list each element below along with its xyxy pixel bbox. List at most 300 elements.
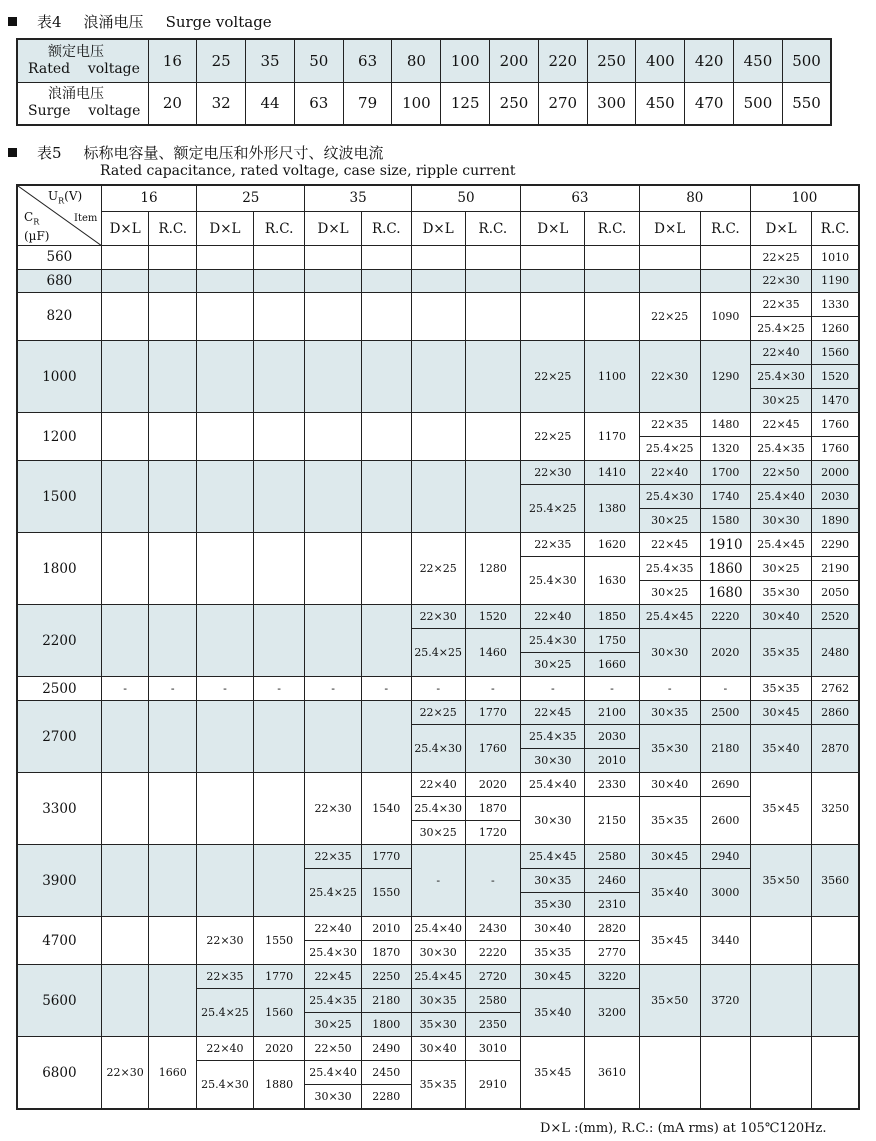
rated-voltage-cell: 220 — [538, 39, 587, 82]
rc-cell: 3560 — [812, 845, 859, 917]
dl-cell-empty — [101, 461, 149, 533]
rc-cell: 2220 — [465, 941, 521, 965]
dl-cell: 22×45 — [639, 533, 700, 557]
rc-cell-empty — [149, 701, 197, 773]
dl-cell: 35×35 — [411, 1061, 465, 1109]
rc-cell: 2580 — [465, 989, 521, 1013]
rc-cell: 2770 — [585, 941, 639, 965]
rc-column-header: R.C. — [465, 211, 521, 245]
rc-cell: 2500 — [700, 701, 750, 725]
rc-cell-empty — [812, 965, 859, 1037]
rc-cell: 1010 — [812, 246, 859, 269]
dl-cell: 25.4×30 — [521, 629, 585, 653]
rated-voltage-cell: 16 — [148, 39, 197, 82]
rc-cell: 1700 — [700, 461, 750, 485]
table5-title-en: Rated capacitance, rated voltage, case size, ripple current — [100, 163, 516, 179]
rated-voltage-row — [17, 39, 831, 82]
rc-cell: 1320 — [700, 437, 750, 461]
dl-cell: 25.4×25 — [411, 629, 465, 677]
rc-cell: 3200 — [585, 989, 639, 1037]
rc-cell-empty — [149, 605, 197, 677]
capacitance-value: 6800 — [17, 1037, 101, 1109]
dl-cell-empty — [197, 246, 254, 269]
capacitance-value: 820 — [17, 292, 101, 340]
bullet-square-icon — [8, 17, 17, 26]
surge-voltage-cell: 125 — [441, 82, 490, 125]
dl-cell: 25.4×30 — [197, 1061, 254, 1109]
dl-cell: - — [101, 677, 149, 701]
dl-cell: 25.4×25 — [750, 316, 811, 340]
dl-cell-empty — [197, 533, 254, 605]
capacitance-value: 2700 — [17, 701, 101, 773]
capacitance-row — [17, 269, 859, 292]
rc-cell-empty — [253, 845, 305, 917]
dl-cell: 30×30 — [411, 941, 465, 965]
table5-heading — [8, 142, 384, 163]
rc-cell-empty — [361, 292, 411, 340]
rc-cell: 1460 — [465, 629, 521, 677]
table4-title-en: Surge voltage — [165, 13, 272, 31]
capacitance-value: 5600 — [17, 965, 101, 1037]
rc-cell: 1260 — [812, 316, 859, 340]
dl-column-header: D×L — [305, 211, 361, 245]
header-item-row — [17, 211, 859, 245]
rc-column-header: R.C. — [149, 211, 197, 245]
rc-column-header: R.C. — [812, 211, 859, 245]
dl-cell-empty — [411, 413, 465, 461]
surge-voltage-cell: 79 — [343, 82, 392, 125]
rc-cell: 2000 — [812, 461, 859, 485]
rc-cell: 1740 — [700, 485, 750, 509]
dl-cell: 35×35 — [750, 677, 811, 701]
capacitance-value: 1000 — [17, 340, 101, 412]
rc-cell-empty — [700, 246, 750, 269]
rated-voltage-label: 额定电压 Rated voltage — [17, 39, 148, 82]
surge-voltage-label: 浪涌电压 Surge voltage — [17, 82, 148, 125]
rc-cell-empty — [149, 917, 197, 965]
capacitance-row — [17, 773, 859, 797]
capacitance-value: 4700 — [17, 917, 101, 965]
dl-cell-empty — [197, 269, 254, 292]
rc-cell-empty — [361, 413, 411, 461]
capacitance-row — [17, 845, 859, 869]
capacitance-row — [17, 340, 859, 364]
dl-cell: 25.4×45 — [639, 605, 700, 629]
dl-cell: 25.4×30 — [639, 485, 700, 509]
rc-cell: 1860 — [700, 557, 750, 581]
dl-cell-empty — [305, 701, 361, 773]
rc-cell: 3220 — [585, 965, 639, 989]
rc-cell: - — [253, 677, 305, 701]
rc-cell: 2910 — [465, 1061, 521, 1109]
rc-cell-empty — [253, 461, 305, 533]
rc-cell: - — [700, 677, 750, 701]
rc-cell-empty — [149, 269, 197, 292]
rc-cell: 2350 — [465, 1013, 521, 1037]
capacitance-row — [17, 292, 859, 316]
dl-cell: 35×30 — [639, 725, 700, 773]
dl-cell-empty — [101, 845, 149, 917]
rc-cell: 1100 — [585, 340, 639, 412]
dl-cell: 30×35 — [411, 989, 465, 1013]
rc-cell: 2480 — [812, 629, 859, 677]
dl-cell-empty — [101, 773, 149, 845]
dl-cell-empty — [197, 773, 254, 845]
rc-cell: 2860 — [812, 701, 859, 725]
rc-cell-empty — [585, 292, 639, 340]
rated-voltage-cell: 200 — [490, 39, 539, 82]
rc-cell: 1870 — [361, 941, 411, 965]
header-voltage-row — [17, 185, 859, 211]
capacitance-value: 3300 — [17, 773, 101, 845]
dl-column-header: D×L — [197, 211, 254, 245]
rc-cell-empty — [465, 340, 521, 412]
rc-cell-empty — [253, 340, 305, 412]
dl-cell: 35×40 — [750, 725, 811, 773]
surge-voltage-cell: 470 — [685, 82, 734, 125]
rc-cell-empty — [361, 533, 411, 605]
dl-cell-empty — [197, 701, 254, 773]
rc-cell-empty — [361, 269, 411, 292]
dl-cell: - — [197, 677, 254, 701]
rc-cell-empty — [253, 605, 305, 677]
dl-cell: 35×45 — [639, 917, 700, 965]
rated-voltage-cell: 100 — [441, 39, 490, 82]
dl-cell-empty — [197, 605, 254, 677]
rc-cell: 2940 — [700, 845, 750, 869]
rc-cell-empty — [149, 773, 197, 845]
rated-voltage-cell: 500 — [782, 39, 831, 82]
rc-cell: 2250 — [361, 965, 411, 989]
rc-cell: 1380 — [585, 485, 639, 533]
rc-cell-empty — [149, 292, 197, 340]
dl-cell-empty — [101, 605, 149, 677]
dl-cell: 35×45 — [521, 1037, 585, 1109]
dl-cell: - — [639, 677, 700, 701]
dl-cell: 22×25 — [521, 413, 585, 461]
dl-cell: 35×50 — [639, 965, 700, 1037]
rc-cell-empty — [149, 461, 197, 533]
dl-cell: 30×30 — [521, 797, 585, 845]
dl-cell-empty — [305, 605, 361, 677]
dl-cell-empty — [197, 292, 254, 340]
dl-cell: 22×40 — [639, 461, 700, 485]
dl-cell: 30×45 — [521, 965, 585, 989]
rc-cell-empty — [361, 605, 411, 677]
dl-cell: 25.4×35 — [521, 725, 585, 749]
dl-cell: 22×25 — [411, 701, 465, 725]
rated-voltage-cell: 450 — [734, 39, 783, 82]
rc-cell-empty — [253, 773, 305, 845]
rc-cell: 1190 — [812, 269, 859, 292]
dl-cell-empty — [411, 246, 465, 269]
voltage-header-63: 63 — [521, 185, 639, 211]
rc-cell: 2870 — [812, 725, 859, 773]
dl-cell-empty — [101, 701, 149, 773]
rc-cell: 1480 — [700, 413, 750, 437]
dl-cell-empty — [411, 292, 465, 340]
dl-cell: 25.4×25 — [521, 485, 585, 533]
rc-cell: 3610 — [585, 1037, 639, 1109]
rc-cell-empty — [585, 269, 639, 292]
dl-column-header: D×L — [639, 211, 700, 245]
rc-cell: 1280 — [465, 533, 521, 605]
rc-cell: 1760 — [812, 437, 859, 461]
dl-cell: 25.4×45 — [750, 533, 811, 557]
dl-cell: 25.4×35 — [305, 989, 361, 1013]
dl-cell: 30×25 — [305, 1013, 361, 1037]
surge-voltage-cell: 450 — [636, 82, 685, 125]
rc-cell: 2720 — [465, 965, 521, 989]
dl-cell: 35×35 — [521, 941, 585, 965]
rc-cell: 2020 — [253, 1037, 305, 1061]
rc-cell: 1550 — [361, 869, 411, 917]
rc-cell: 2330 — [585, 773, 639, 797]
rc-cell-empty — [149, 533, 197, 605]
table4-number: 表4 — [37, 13, 62, 31]
rated-voltage-cell: 35 — [246, 39, 295, 82]
capacitance-value: 1800 — [17, 533, 101, 605]
rc-cell: 2220 — [700, 605, 750, 629]
rc-cell: 2150 — [585, 797, 639, 845]
dl-cell: 30×25 — [750, 389, 811, 413]
rc-cell: 1620 — [585, 533, 639, 557]
capacitance-row — [17, 965, 859, 989]
rc-cell: 3720 — [700, 965, 750, 1037]
dl-cell: 30×25 — [411, 821, 465, 845]
rc-cell: 3440 — [700, 917, 750, 965]
rc-cell: 1750 — [585, 629, 639, 653]
rated-voltage-cell: 420 — [685, 39, 734, 82]
rated-voltage-cell: 63 — [343, 39, 392, 82]
dl-cell: 25.4×25 — [305, 869, 361, 917]
dl-cell: 25.4×35 — [750, 437, 811, 461]
dl-cell: 22×35 — [521, 533, 585, 557]
footnote: D×L :(mm), R.C.: (mA rms) at 105℃120Hz. — [540, 1121, 827, 1136]
rc-cell: 1520 — [465, 605, 521, 629]
dl-cell: - — [411, 845, 465, 917]
dl-cell: 35×30 — [750, 581, 811, 605]
rc-cell-empty — [149, 340, 197, 412]
dl-cell-empty — [639, 246, 700, 269]
rc-cell: 2460 — [585, 869, 639, 893]
rc-cell: 1170 — [585, 413, 639, 461]
capacitance-row — [17, 461, 859, 485]
dl-cell-empty — [305, 246, 361, 269]
dl-cell: 25.4×40 — [411, 917, 465, 941]
rc-cell-empty — [812, 1037, 859, 1109]
capacitance-row — [17, 1037, 859, 1061]
voltage-header-100: 100 — [750, 185, 859, 211]
corner-item-label: Item — [74, 213, 98, 224]
voltage-header-35: 35 — [305, 185, 411, 211]
capacitance-value: 2500 — [17, 677, 101, 701]
dl-cell: 35×50 — [750, 845, 811, 917]
rc-cell: 1800 — [361, 1013, 411, 1037]
rc-cell: 2690 — [700, 773, 750, 797]
rc-cell: 2450 — [361, 1061, 411, 1085]
rc-column-header: R.C. — [361, 211, 411, 245]
dl-column-header: D×L — [750, 211, 811, 245]
dl-cell: - — [521, 677, 585, 701]
capacitance-value: 2200 — [17, 605, 101, 677]
rc-cell: 1580 — [700, 509, 750, 533]
dl-cell-empty — [101, 533, 149, 605]
dl-cell-empty — [197, 845, 254, 917]
capacitance-row — [17, 533, 859, 557]
rc-cell-empty — [812, 917, 859, 965]
dl-cell: 35×35 — [750, 629, 811, 677]
capacitance-row — [17, 917, 859, 941]
dl-cell-empty — [411, 461, 465, 533]
table4-title-cn: 浪涌电压 — [83, 13, 144, 31]
dl-cell: 30×35 — [639, 701, 700, 725]
dl-cell: 35×30 — [521, 893, 585, 917]
voltage-header-50: 50 — [411, 185, 520, 211]
rc-cell: 1560 — [812, 340, 859, 364]
rc-cell: 1680 — [700, 581, 750, 605]
dl-cell: 30×40 — [750, 605, 811, 629]
voltage-header-80: 80 — [639, 185, 750, 211]
surge-voltage-cell: 32 — [197, 82, 246, 125]
dl-cell: 25.4×40 — [305, 1061, 361, 1085]
rc-cell: 1720 — [465, 821, 521, 845]
dl-cell-empty — [521, 269, 585, 292]
corner-ur-label: $U_R(V)$ — [48, 189, 83, 206]
rc-cell-empty — [465, 413, 521, 461]
dl-cell: 30×30 — [639, 629, 700, 677]
capacitance-row — [17, 413, 859, 437]
rc-cell-empty — [149, 845, 197, 917]
dl-column-header: D×L — [411, 211, 465, 245]
dl-cell: 30×45 — [750, 701, 811, 725]
rc-cell: 3010 — [465, 1037, 521, 1061]
capacitance-row — [17, 605, 859, 629]
rc-cell: 2030 — [812, 485, 859, 509]
dl-cell-empty — [101, 246, 149, 269]
rc-cell: 2020 — [465, 773, 521, 797]
dl-cell: 35×30 — [411, 1013, 465, 1037]
rc-cell-empty — [253, 533, 305, 605]
dl-cell: 35×40 — [521, 989, 585, 1037]
dl-cell: 22×50 — [305, 1037, 361, 1061]
rated-voltage-cell: 250 — [587, 39, 636, 82]
dl-cell-empty — [101, 269, 149, 292]
rc-cell: - — [361, 677, 411, 701]
surge-voltage-cell: 44 — [246, 82, 295, 125]
rc-cell: - — [465, 845, 521, 917]
rc-cell: 1540 — [361, 773, 411, 845]
surge-voltage-table — [16, 38, 832, 126]
dl-cell: 25.4×45 — [411, 965, 465, 989]
rc-cell: 1770 — [465, 701, 521, 725]
dl-cell: 30×40 — [411, 1037, 465, 1061]
rated-voltage-cell: 25 — [197, 39, 246, 82]
dl-cell: - — [411, 677, 465, 701]
dl-cell-empty — [197, 340, 254, 412]
rc-cell: 1660 — [149, 1037, 197, 1109]
rc-cell: 1550 — [253, 917, 305, 965]
rc-cell: 1630 — [585, 557, 639, 605]
dl-cell-empty — [305, 533, 361, 605]
dl-cell: 22×50 — [750, 461, 811, 485]
dl-cell-empty — [750, 965, 811, 1037]
dl-cell: 25.4×25 — [197, 989, 254, 1037]
rc-cell: 2520 — [812, 605, 859, 629]
dl-cell: - — [305, 677, 361, 701]
dl-cell-empty — [101, 292, 149, 340]
rc-cell: - — [465, 677, 521, 701]
dl-cell: 22×40 — [197, 1037, 254, 1061]
rc-cell: 3000 — [700, 869, 750, 917]
rc-column-header: R.C. — [585, 211, 639, 245]
rc-cell: 2762 — [812, 677, 859, 701]
rc-cell: 2180 — [361, 989, 411, 1013]
rc-cell: 2010 — [585, 749, 639, 773]
rc-cell-empty — [253, 269, 305, 292]
rc-cell: 1660 — [585, 653, 639, 677]
dl-cell: 22×30 — [197, 917, 254, 965]
dl-cell: 25.4×35 — [639, 557, 700, 581]
rc-cell: 1850 — [585, 605, 639, 629]
dl-cell: 30×25 — [639, 509, 700, 533]
capacitance-row — [17, 677, 859, 701]
dl-cell-empty — [411, 269, 465, 292]
dl-cell: 25.4×30 — [750, 365, 811, 389]
dl-cell-empty — [411, 340, 465, 412]
rc-cell-empty — [253, 246, 305, 269]
rc-cell: 1290 — [700, 340, 750, 412]
rc-cell-empty — [149, 965, 197, 1037]
dl-cell-empty — [521, 246, 585, 269]
dl-cell: 22×45 — [305, 965, 361, 989]
rc-cell-empty — [361, 701, 411, 773]
rc-cell-empty — [700, 1037, 750, 1109]
rc-cell: 1520 — [812, 365, 859, 389]
table5-title-cn: 标称电容量、额定电压和外形尺寸、纹波电流 — [83, 144, 384, 162]
capacitance-table — [16, 184, 860, 1110]
dl-cell: 25.4×30 — [411, 725, 465, 773]
corner-cr-label: $C_R$ — [24, 210, 40, 227]
rc-cell: 2490 — [361, 1037, 411, 1061]
dl-cell: 25.4×30 — [305, 941, 361, 965]
rc-cell: 1470 — [812, 389, 859, 413]
rc-cell-empty — [361, 461, 411, 533]
dl-cell: 22×25 — [411, 533, 465, 605]
rated-voltage-cell: 400 — [636, 39, 685, 82]
dl-cell: 30×40 — [639, 773, 700, 797]
corner-cell — [17, 185, 101, 246]
bullet-square-icon — [8, 148, 17, 157]
dl-cell-empty — [305, 292, 361, 340]
dl-cell: 30×45 — [639, 845, 700, 869]
rc-cell: - — [149, 677, 197, 701]
dl-cell: 30×25 — [521, 653, 585, 677]
rc-cell: 2310 — [585, 893, 639, 917]
capacitance-value: 560 — [17, 246, 101, 269]
rc-cell-empty — [253, 413, 305, 461]
rc-cell: 2280 — [361, 1085, 411, 1109]
rc-cell: 2180 — [700, 725, 750, 773]
dl-cell-empty — [305, 413, 361, 461]
corner-uf-label: (µF) — [24, 229, 50, 243]
rc-cell-empty — [700, 269, 750, 292]
rc-cell: 1910 — [700, 533, 750, 557]
dl-cell: 30×25 — [750, 557, 811, 581]
dl-cell-empty — [305, 340, 361, 412]
dl-cell: 22×25 — [521, 340, 585, 412]
rc-cell: 1410 — [585, 461, 639, 485]
